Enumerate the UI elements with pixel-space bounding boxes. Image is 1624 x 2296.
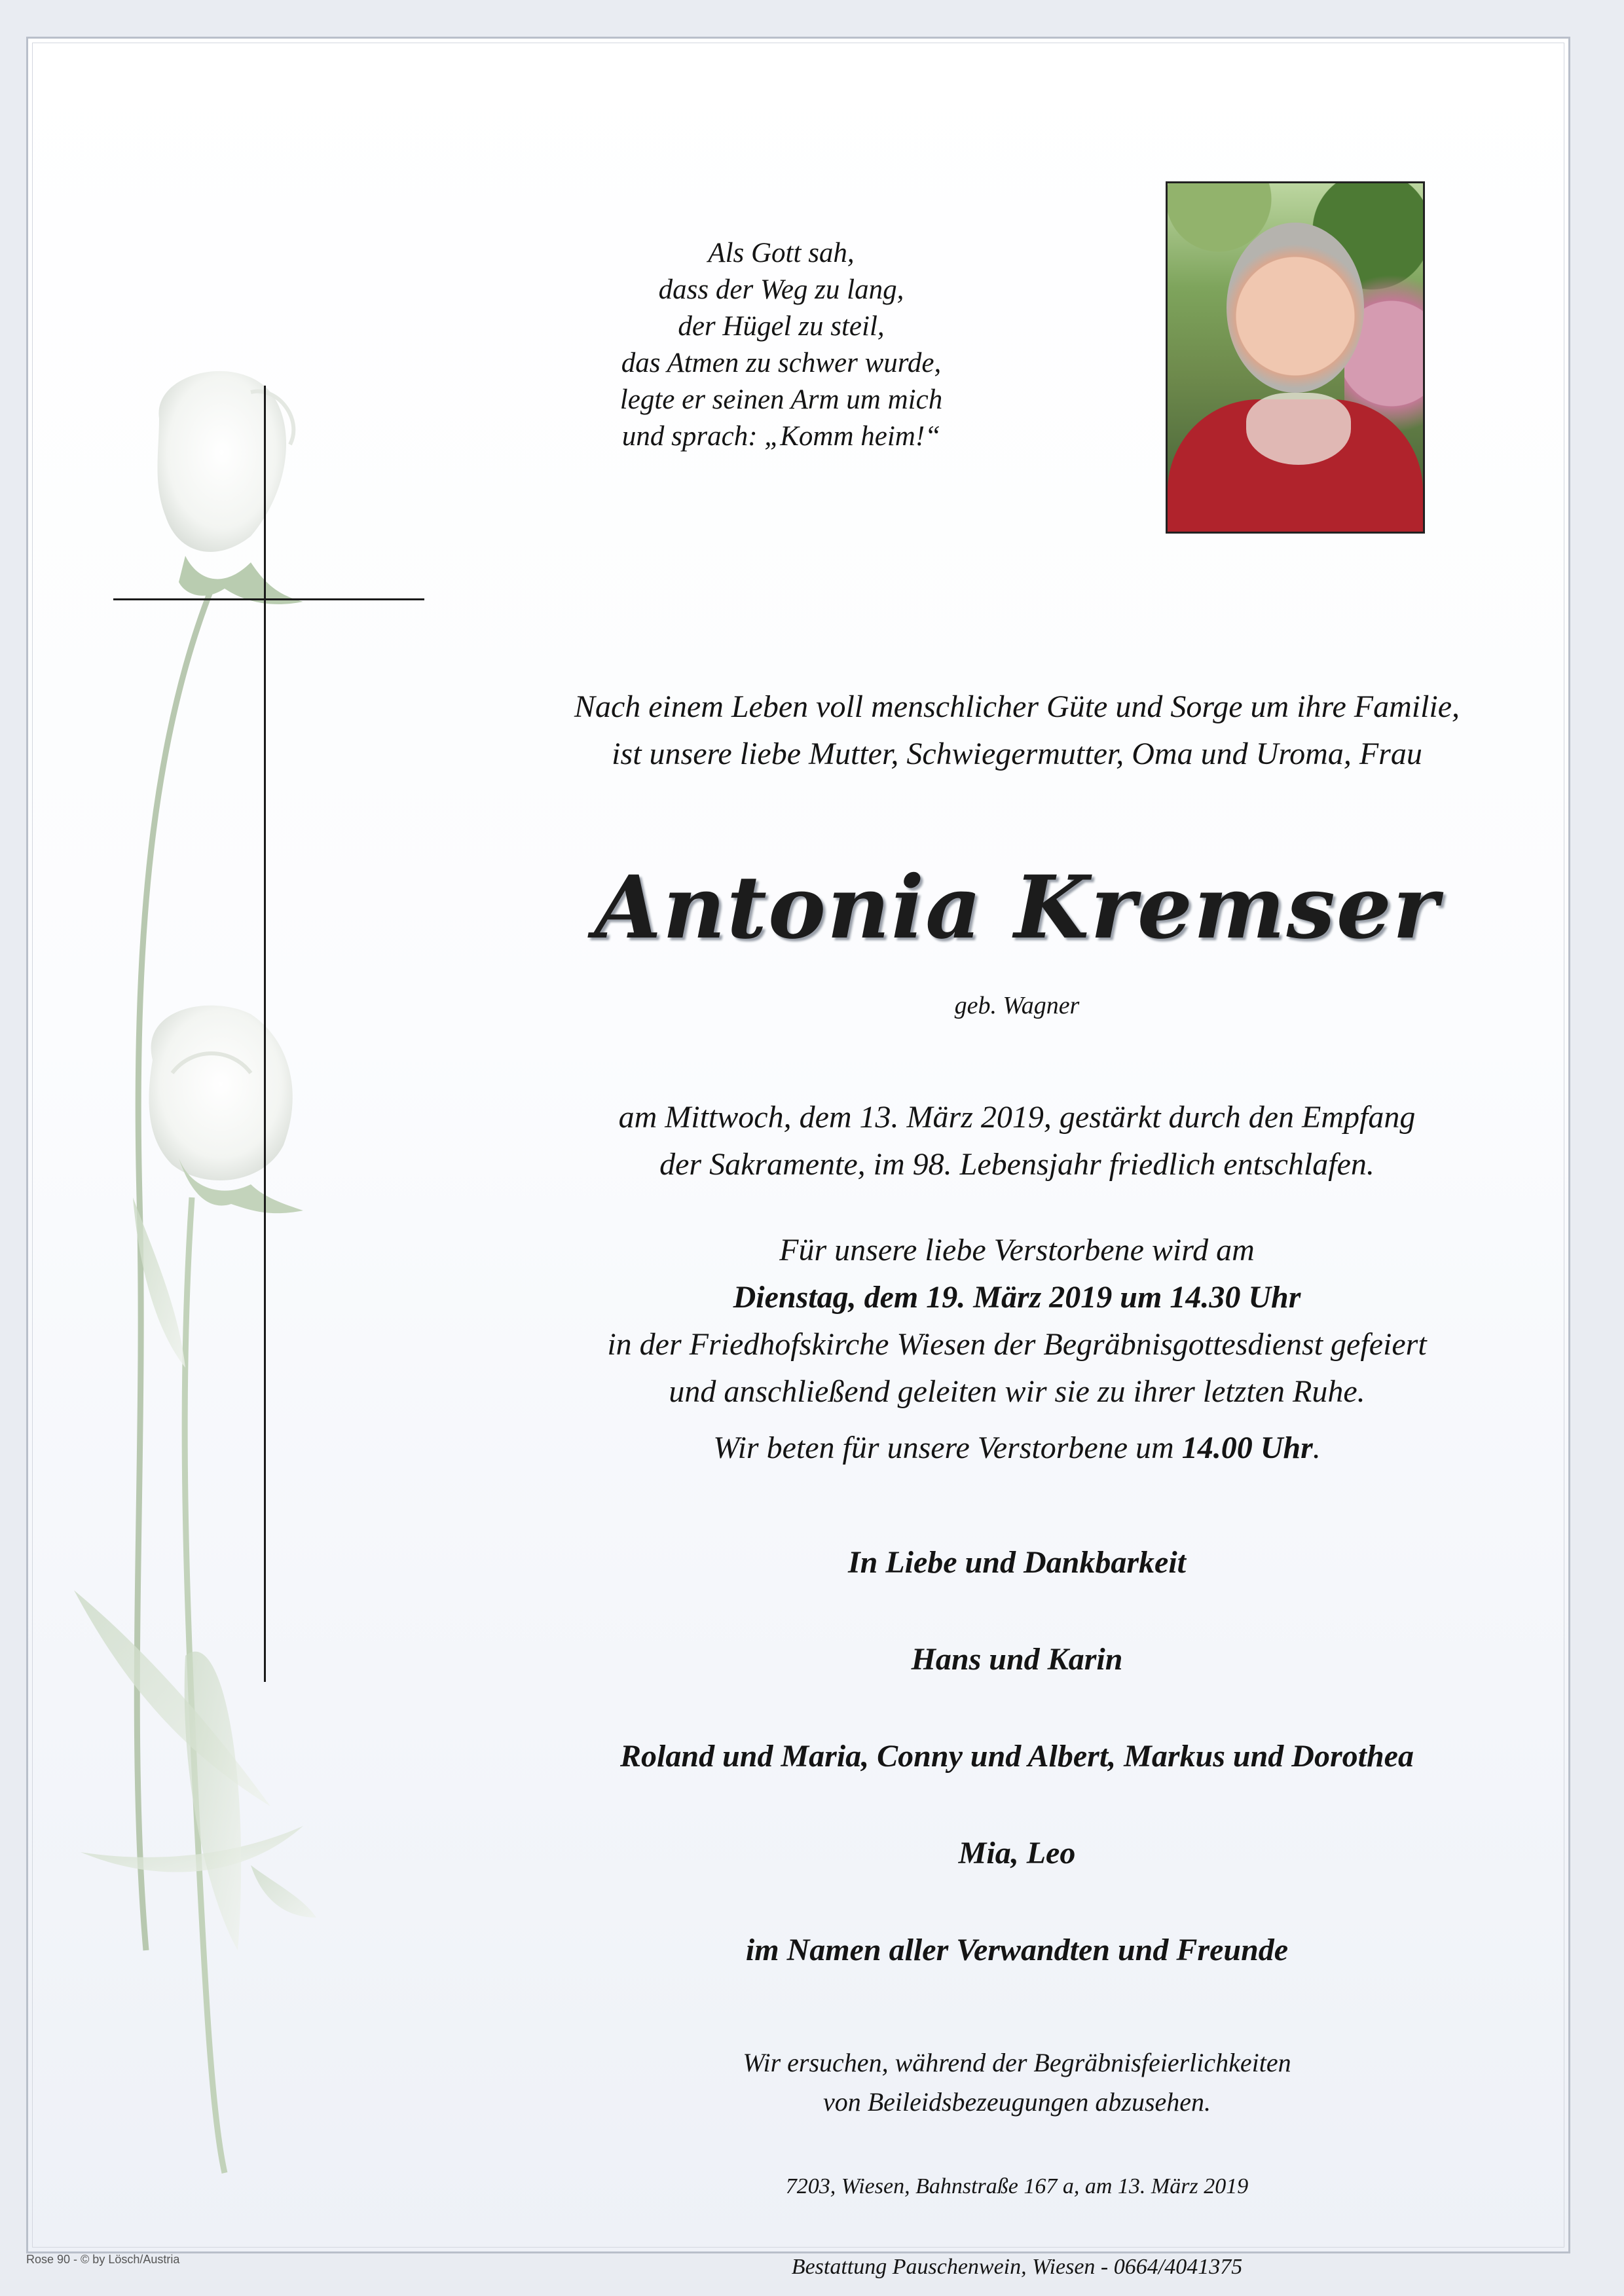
- intro-line: ist unsere liebe Mutter, Schwiegermutter, Oma und Uroma, Frau: [612, 737, 1422, 771]
- photo-scarf: [1246, 393, 1351, 465]
- mourners-dedication: In Liebe und Dankbarkeit: [847, 1545, 1187, 1580]
- prayer-notice: [447, 1430, 1587, 1466]
- note-line: von Beileidsbezeugungen abzusehen.: [822, 2087, 1211, 2117]
- prayer-time: 14.00 Uhr: [1181, 1430, 1313, 1465]
- maiden-name: geb. Wagner: [954, 992, 1080, 1019]
- condolence-request: [447, 2043, 1587, 2122]
- mourners-grandchildren: Roland und Maria, Conny und Albert, Markus und Dorothea: [620, 1739, 1414, 1774]
- mourners-great-grandchildren: Mia, Leo: [958, 1836, 1076, 1870]
- death-notice: [447, 1094, 1587, 1188]
- funeral-date-time: Dienstag, dem 19. März 2019 um 14.30 Uhr: [733, 1280, 1301, 1315]
- note-line: Wir ersuchen, während der Begräbnisfeierlichkeiten: [743, 2048, 1291, 2077]
- funeral-details: [447, 1227, 1587, 1415]
- undertaker-contact: Bestattung Pauschenwein, Wiesen - 0664/4041375: [791, 2255, 1243, 2279]
- poem: [552, 235, 1010, 455]
- poem-line: das Atmen zu schwer wurde,: [621, 348, 942, 378]
- place-and-date: 7203, Wiesen, Bahnstraße 167 a, am 13. März 2019: [785, 2174, 1249, 2198]
- deceased-name: Antonia Kremser: [594, 857, 1440, 958]
- template-copyright: Rose 90 - © by Lösch/Austria: [26, 2253, 180, 2266]
- funeral-line: und anschließend geleiten wir sie zu ihrer letzten Ruhe.: [669, 1374, 1365, 1409]
- mourners-relatives: im Namen aller Verwandten und Freunde: [745, 1933, 1289, 1967]
- prayer-text: Wir beten für unsere Verstorbene um: [713, 1430, 1182, 1465]
- cross-vertical-bar: [264, 386, 266, 1682]
- death-line: der Sakramente, im 98. Lebensjahr friedlich entschlafen.: [659, 1147, 1375, 1182]
- prayer-suffix: .: [1312, 1430, 1321, 1465]
- poem-line: Als Gott sah,: [708, 238, 855, 268]
- intro-line: Nach einem Leben voll menschlicher Güte und Sorge um ihre Familie,: [574, 689, 1460, 724]
- photo-face: [1227, 223, 1364, 393]
- poem-line: dass der Weg zu lang,: [658, 274, 904, 305]
- funeral-line: Für unsere liebe Verstorbene wird am: [779, 1233, 1255, 1267]
- poem-line: und sprach: „Komm heim!“: [621, 421, 941, 452]
- intro-text: [447, 683, 1587, 778]
- cross-horizontal-bar: [113, 598, 424, 600]
- death-line: am Mittwoch, dem 13. März 2019, gestärkt durch den Empfang: [618, 1100, 1416, 1135]
- poem-line: legte er seinen Arm um mich: [619, 384, 943, 415]
- mourners-children: Hans und Karin: [911, 1642, 1123, 1677]
- poem-line: der Hügel zu steil,: [678, 311, 885, 342]
- portrait-photo: [1166, 181, 1425, 534]
- funeral-line: in der Friedhofskirche Wiesen der Begräbnisgottesdienst gefeiert: [607, 1327, 1427, 1362]
